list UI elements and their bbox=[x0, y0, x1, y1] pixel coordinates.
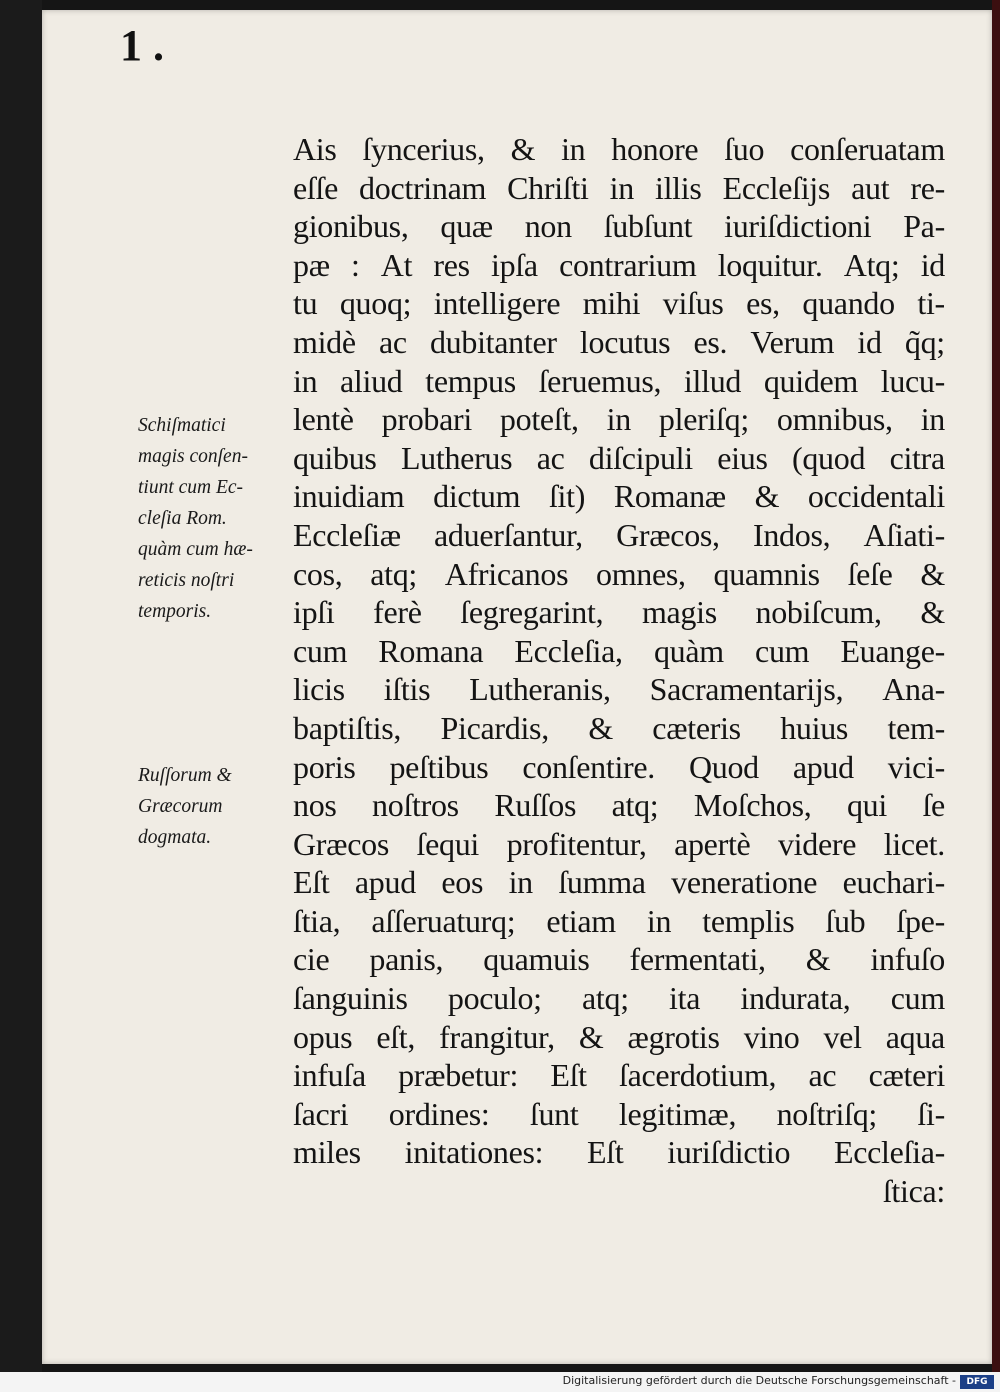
word: eius bbox=[717, 439, 768, 476]
text-line-content bbox=[293, 516, 945, 555]
word: qui bbox=[846, 787, 887, 824]
text-line-content bbox=[293, 786, 945, 825]
text-line-content bbox=[293, 863, 945, 902]
word: Eſt bbox=[550, 1057, 587, 1094]
word: non bbox=[524, 208, 572, 245]
word: vel bbox=[823, 1018, 862, 1055]
word: Græcos bbox=[293, 825, 389, 862]
word: Quod bbox=[688, 748, 759, 785]
word: legitimæ, bbox=[618, 1095, 737, 1132]
text-line-content bbox=[293, 246, 945, 285]
word: ſubſunt bbox=[603, 208, 693, 245]
word: At bbox=[380, 246, 413, 283]
word: aut bbox=[851, 169, 890, 206]
text-line bbox=[293, 1095, 945, 1134]
text-line-content bbox=[293, 670, 945, 709]
word: & bbox=[578, 1018, 604, 1055]
word: nos bbox=[293, 787, 337, 824]
marginal-line: dogmata. bbox=[138, 827, 212, 848]
marginal-line: reticis noſtri bbox=[138, 570, 235, 591]
word: conſeruatam bbox=[790, 131, 945, 167]
text-line bbox=[293, 1018, 945, 1057]
word: quàm bbox=[653, 632, 724, 669]
word: etiam bbox=[546, 902, 616, 939]
word: lucu- bbox=[880, 362, 945, 399]
text-line bbox=[293, 825, 945, 864]
word: Ruſſos bbox=[494, 787, 577, 824]
text-line bbox=[293, 786, 945, 825]
word: probari bbox=[381, 401, 472, 438]
word: ipſa bbox=[491, 246, 538, 283]
word: Picardis, bbox=[440, 709, 549, 746]
word: ſanguinis bbox=[293, 980, 408, 1017]
word: omnes, bbox=[596, 555, 686, 592]
text-line bbox=[293, 555, 945, 594]
word: iuriſdictioni bbox=[724, 208, 872, 245]
word: ti- bbox=[917, 285, 945, 322]
word: cum bbox=[755, 632, 810, 669]
word: tu bbox=[293, 285, 318, 322]
word: aſſeruaturq; bbox=[371, 902, 516, 939]
word: Romanæ bbox=[613, 478, 726, 515]
word: cæteris bbox=[652, 709, 741, 746]
word: Græcos, bbox=[616, 516, 720, 553]
text-line-content bbox=[293, 1018, 945, 1057]
marginal-line: cleſia Rom. bbox=[138, 508, 227, 529]
text-line-content bbox=[293, 1056, 945, 1095]
word: quoq; bbox=[339, 285, 412, 322]
word: conſentire. bbox=[522, 748, 655, 785]
word: atq; bbox=[370, 555, 418, 592]
word: pleriſq; bbox=[658, 401, 749, 438]
word: infuſa bbox=[293, 1057, 366, 1094]
word: ſeruemus, bbox=[538, 362, 662, 399]
word: Eccleſia, bbox=[514, 632, 623, 669]
word: veneratione bbox=[671, 864, 818, 901]
word: templis bbox=[702, 902, 795, 939]
word: ſe bbox=[922, 787, 945, 824]
marginal-line: temporis. bbox=[138, 601, 212, 622]
text-line bbox=[293, 1133, 945, 1172]
text-line bbox=[293, 516, 945, 555]
word: atq; bbox=[611, 787, 659, 824]
word: apertè bbox=[674, 825, 751, 862]
word: ipſi bbox=[293, 594, 335, 631]
word: ægrotis bbox=[627, 1018, 720, 1055]
word: id bbox=[857, 323, 882, 360]
word: in bbox=[293, 362, 318, 399]
word: quamuis bbox=[483, 941, 590, 978]
word: ſit) bbox=[548, 478, 586, 515]
text-line-content bbox=[293, 902, 945, 941]
footer-bar bbox=[0, 1372, 1000, 1392]
word: in bbox=[508, 864, 533, 901]
word: ac bbox=[536, 439, 565, 476]
word: cæteri bbox=[868, 1057, 945, 1094]
word: cum bbox=[293, 632, 348, 669]
word: (quod bbox=[792, 439, 866, 476]
word: profitentur, bbox=[506, 825, 647, 862]
word: pæ bbox=[293, 246, 330, 283]
word: cie bbox=[293, 941, 330, 978]
word: baptiſtis, bbox=[293, 709, 402, 746]
word: infuſo bbox=[870, 941, 945, 978]
word: ſeſe bbox=[847, 555, 893, 592]
word: Lutheranis, bbox=[469, 671, 611, 708]
word: Indos, bbox=[752, 516, 831, 553]
word: videre bbox=[777, 825, 857, 862]
word: ſacerdotium, bbox=[619, 1057, 777, 1094]
text-line-content bbox=[293, 362, 945, 401]
word: Eſt bbox=[587, 1134, 624, 1171]
word: poris bbox=[293, 748, 356, 785]
word: Pa- bbox=[903, 208, 945, 245]
word: : bbox=[350, 246, 360, 283]
word: cos, bbox=[293, 555, 343, 592]
word: eſt, bbox=[376, 1018, 416, 1055]
word: honore bbox=[611, 131, 699, 167]
text-line bbox=[293, 284, 945, 323]
text-line-content bbox=[293, 169, 945, 208]
word: viſus bbox=[662, 285, 724, 322]
marginal-line: Schiſmatici bbox=[138, 415, 226, 436]
text-line-content bbox=[293, 400, 945, 439]
text-line bbox=[293, 940, 945, 979]
text-line bbox=[293, 902, 945, 941]
word: vici- bbox=[887, 748, 945, 785]
word: Eccleſijs bbox=[722, 169, 831, 206]
word: aqua bbox=[885, 1018, 945, 1055]
word: ſi- bbox=[917, 1095, 945, 1132]
word: Verum bbox=[750, 323, 835, 360]
text-line bbox=[293, 207, 945, 246]
book-spine-left bbox=[0, 0, 42, 1392]
text-line bbox=[293, 439, 945, 478]
text-line bbox=[293, 709, 945, 748]
word: & bbox=[510, 131, 536, 167]
text-line-content: ſtica: bbox=[882, 1173, 945, 1210]
word: eſſe bbox=[293, 169, 338, 206]
word: mihi bbox=[582, 285, 641, 322]
word: ſumma bbox=[558, 864, 646, 901]
word: Eccleſiæ bbox=[293, 516, 401, 553]
marginal-line: Græcorum bbox=[138, 796, 223, 817]
word: fermentati, bbox=[629, 941, 766, 978]
word: Romana bbox=[378, 632, 484, 669]
marginal-note-russorum bbox=[138, 760, 288, 853]
word: quamnis bbox=[713, 555, 820, 592]
word: dubitanter bbox=[429, 323, 557, 360]
text-line-content bbox=[293, 130, 945, 169]
word: huius bbox=[780, 709, 849, 746]
marginal-line: tiunt cum Ec- bbox=[138, 477, 244, 498]
text-line-content bbox=[293, 1133, 945, 1172]
word: & bbox=[920, 555, 945, 592]
word: es, bbox=[746, 285, 780, 322]
word: Atq; bbox=[843, 246, 900, 283]
main-text-block bbox=[293, 130, 945, 1211]
word: euchari- bbox=[842, 864, 945, 901]
word: indurata, bbox=[740, 980, 851, 1017]
word: ferè bbox=[373, 594, 422, 631]
word: Lutherus bbox=[400, 439, 513, 476]
text-line-content bbox=[293, 632, 945, 671]
word: ſuo bbox=[724, 131, 765, 167]
word: noſtriſq; bbox=[776, 1095, 878, 1132]
word: atq; bbox=[582, 980, 629, 1017]
word: Chriſti bbox=[507, 169, 589, 206]
word: aliud bbox=[340, 362, 403, 399]
word: res bbox=[433, 246, 470, 283]
word: ac bbox=[378, 323, 407, 360]
text-line bbox=[293, 593, 945, 632]
text-line-content bbox=[293, 207, 945, 246]
marginal-line: magis conſen- bbox=[138, 446, 248, 467]
word: opus bbox=[293, 1018, 353, 1055]
word: ſyncerius, bbox=[362, 131, 485, 167]
word: illud bbox=[683, 362, 742, 399]
text-line bbox=[293, 400, 945, 439]
word: tempus bbox=[425, 362, 516, 399]
word: midè bbox=[293, 323, 356, 360]
text-line bbox=[293, 670, 945, 709]
word: es. bbox=[693, 323, 728, 360]
word: poteſt, bbox=[499, 401, 579, 438]
word: citra bbox=[889, 439, 945, 476]
word: illis bbox=[655, 169, 702, 206]
text-line-content bbox=[293, 979, 945, 1018]
word: & bbox=[754, 478, 780, 515]
word: ſegregarint, bbox=[460, 594, 604, 631]
word: & bbox=[920, 594, 945, 631]
word: ſunt bbox=[529, 1095, 579, 1132]
word: magis bbox=[641, 594, 717, 631]
text-line-content bbox=[293, 323, 945, 362]
text-line bbox=[293, 1056, 945, 1095]
marginal-line: quàm cum hæ- bbox=[138, 539, 253, 560]
text-line bbox=[293, 169, 945, 208]
word: noſtros bbox=[372, 787, 459, 824]
word: eos bbox=[441, 864, 484, 901]
word: ita bbox=[669, 980, 701, 1017]
word: quibus bbox=[293, 439, 377, 476]
word: in bbox=[561, 131, 586, 167]
word: tem- bbox=[887, 709, 945, 746]
word: vino bbox=[743, 1018, 800, 1055]
word: frangitur, bbox=[439, 1018, 555, 1055]
word: quando bbox=[802, 285, 895, 322]
text-line bbox=[293, 1172, 945, 1211]
text-line-content bbox=[293, 940, 945, 979]
folio-number: 1 . bbox=[120, 21, 164, 70]
word: loquitur. bbox=[717, 246, 823, 283]
word: contrarium bbox=[559, 246, 697, 283]
word: panis, bbox=[369, 941, 444, 978]
word: Ana- bbox=[882, 671, 945, 708]
word: in bbox=[920, 401, 945, 438]
text-line-content bbox=[293, 748, 945, 787]
book-spine-right bbox=[992, 0, 1000, 1392]
text-line bbox=[293, 362, 945, 401]
word: intelligere bbox=[433, 285, 561, 322]
text-line bbox=[293, 632, 945, 671]
text-line-content bbox=[293, 709, 945, 748]
text-line bbox=[293, 246, 945, 285]
word: in bbox=[646, 902, 672, 939]
word: q̃q; bbox=[904, 323, 945, 360]
word: locutus bbox=[579, 323, 671, 360]
text-line-content bbox=[293, 1095, 945, 1134]
word: apud bbox=[792, 748, 854, 785]
text-line bbox=[293, 130, 945, 169]
word: Eccleſia- bbox=[833, 1134, 945, 1171]
word: ſpe- bbox=[896, 902, 945, 939]
word: re- bbox=[910, 169, 945, 206]
word: doctrinam bbox=[359, 169, 487, 206]
word: miles bbox=[293, 1134, 361, 1171]
word: poculo; bbox=[447, 980, 542, 1017]
marginal-line: Ruſſorum & bbox=[138, 765, 232, 786]
text-line bbox=[293, 323, 945, 362]
word: initationes: bbox=[404, 1134, 544, 1171]
text-line-content bbox=[293, 825, 945, 864]
text-line-content bbox=[293, 439, 945, 478]
word: aduerſantur, bbox=[434, 516, 583, 553]
word: diſcipuli bbox=[588, 439, 693, 476]
word: & bbox=[588, 709, 613, 746]
text-line-content bbox=[293, 284, 945, 323]
word: ſtia, bbox=[293, 902, 341, 939]
word: Sacramentarijs, bbox=[649, 671, 844, 708]
word: apud bbox=[354, 864, 416, 901]
text-line-content bbox=[293, 477, 945, 516]
word: omnibus, bbox=[776, 401, 893, 438]
word: gionibus, bbox=[293, 208, 409, 245]
word: ſequi bbox=[416, 825, 480, 862]
marginal-note-schismatici bbox=[138, 410, 288, 627]
word: cum bbox=[890, 980, 945, 1017]
word: ac bbox=[808, 1057, 837, 1094]
word: ſacri bbox=[293, 1095, 349, 1132]
word: peſtibus bbox=[389, 748, 489, 785]
word: licis bbox=[293, 671, 345, 708]
word: præbetur: bbox=[398, 1057, 519, 1094]
word: in bbox=[606, 401, 631, 438]
word: nobiſcum, bbox=[755, 594, 882, 631]
word: Aſiati- bbox=[863, 516, 945, 553]
word: lentè bbox=[293, 401, 354, 438]
text-line bbox=[293, 748, 945, 787]
text-line bbox=[293, 979, 945, 1018]
word: Ais bbox=[293, 131, 337, 167]
text-line-content bbox=[293, 593, 945, 632]
text-line-content bbox=[293, 555, 945, 594]
word: iuriſdictio bbox=[667, 1134, 791, 1171]
word: Eſt bbox=[293, 864, 330, 901]
word: ſub bbox=[825, 902, 866, 939]
word: occidentali bbox=[807, 478, 945, 515]
word: quidem bbox=[763, 362, 859, 399]
word: dictum bbox=[433, 478, 521, 515]
word: & bbox=[805, 941, 831, 978]
word: ordines: bbox=[388, 1095, 490, 1132]
word: inuidiam bbox=[293, 478, 405, 515]
word: id bbox=[920, 246, 945, 283]
text-line bbox=[293, 863, 945, 902]
word: Moſchos, bbox=[693, 787, 812, 824]
word: in bbox=[609, 169, 634, 206]
word: licet. bbox=[883, 825, 945, 862]
word: iſtis bbox=[383, 671, 431, 708]
footer-credit: Digitalisierung gefördert durch die Deutsche Forschungsgemeinschaft - bbox=[562, 1374, 956, 1387]
dfg-logo: DFG bbox=[960, 1375, 994, 1389]
text-line bbox=[293, 477, 945, 516]
word: Euange- bbox=[840, 632, 945, 669]
word: quæ bbox=[440, 208, 493, 245]
word: Africanos bbox=[444, 555, 569, 592]
